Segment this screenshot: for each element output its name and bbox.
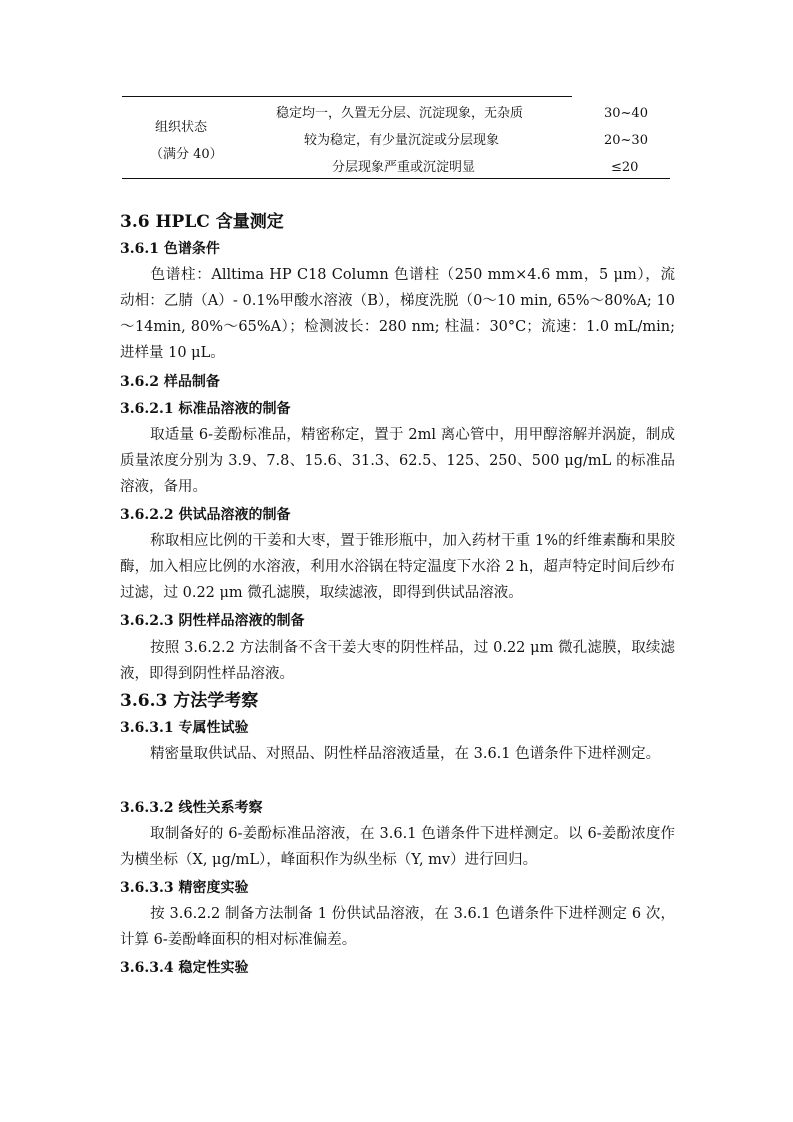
heading-3-6-3-2: 3.6.3.2 线性关系考察 xyxy=(120,800,263,816)
paragraph-standard-solution: 取适量 6-姜酚标准品，精密称定，置于 2ml 离心管中，用甲醇溶解并涡旋，制成质量浓度分别为 3.9、7.8、15.6、31.3、62.5、125、250、500 μg/mL 的标准品溶液，备用。 xyxy=(120,427,675,495)
heading-3-6-2-2: 3.6.2.2 供试品溶液的制备 xyxy=(120,507,291,523)
table-category-max-score: （满分 40） xyxy=(150,147,223,162)
paragraph-linearity: 取制备好的 6-姜酚标准品溶液，在 3.6.1 色谱条件下进样测定。以 6-姜酚浓度作为横坐标（X, μg/mL），峰面积作为纵坐标（Y, mv）进行回归。 xyxy=(120,826,675,868)
heading-3-6-1: 3.6.1 色谱条件 xyxy=(120,241,220,257)
heading-3-6-3-1: 3.6.3.1 专属性试验 xyxy=(120,720,249,736)
table-bottom-rule xyxy=(122,178,670,179)
heading-3-6-3: 3.6.3 方法学考察 xyxy=(120,691,259,711)
table-criterion-3: 分层现象严重或沉淀明显 xyxy=(332,160,476,175)
paragraph-test-solution: 称取相应比例的干姜和大枣，置于锥形瓶中，加入药材干重 1%的纤维素酶和果胶酶，加入相应比例的水溶液，利用水浴锅在特定温度下水浴 2 h，超声特定时间后纱布过滤，过 0.22 μm 微孔滤膜，取续滤液，即得到供试品溶液。 xyxy=(120,533,675,601)
heading-3-6-2: 3.6.2 样品制备 xyxy=(120,374,220,390)
table-score-2: 20~30 xyxy=(604,133,648,148)
table-criterion-1: 稳定均一，久置无分层、沉淀现象，无杂质 xyxy=(276,106,524,121)
table-top-rule xyxy=(122,96,572,97)
table-category-label: 组织状态 xyxy=(155,120,208,135)
paragraph-precision: 按 3.6.2.2 制备方法制备 1 份供试品溶液，在 3.6.1 色谱条件下进样测定 6 次，计算 6-姜酚峰面积的相对标准偏差。 xyxy=(120,906,675,948)
heading-3-6-3-3: 3.6.3.3 精密度实验 xyxy=(120,880,249,896)
heading-3-6-2-1: 3.6.2.1 标准品溶液的制备 xyxy=(120,401,291,417)
table-criterion-2: 较为稳定，有少量沉淀或分层现象 xyxy=(304,133,500,148)
table-score-1: 30~40 xyxy=(604,106,648,121)
heading-3-6-3-4: 3.6.3.4 稳定性实验 xyxy=(120,960,249,976)
heading-3-6-2-3: 3.6.2.3 阴性样品溶液的制备 xyxy=(120,613,305,629)
heading-3-6: 3.6 HPLC 含量测定 xyxy=(120,212,284,232)
paragraph-negative-solution: 按照 3.6.2.2 方法制备不含干姜大枣的阴性样品，过 0.22 μm 微孔滤膜，取续滤液，即得到阴性样品溶液。 xyxy=(120,640,675,682)
table-score-3: ≤20 xyxy=(611,160,639,175)
paragraph-chromatographic-conditions: 色谱柱：Alltima HP C18 Column 色谱柱（250 mm×4.6 mm，5 μm），流动相：乙腈（A）- 0.1%甲酸水溶液（B），梯度洗脱（0～10 min, 65%～80%A; 10～14min, 80%～65%A）；检测波长：280 nm; 柱温：30°C；流速：1.0 mL/min; 进样量 10 μL。 xyxy=(120,267,675,361)
paragraph-specificity: 精密量取供试品、对照品、阴性样品溶液适量，在 3.6.1 色谱条件下进样测定。 xyxy=(150,746,661,762)
